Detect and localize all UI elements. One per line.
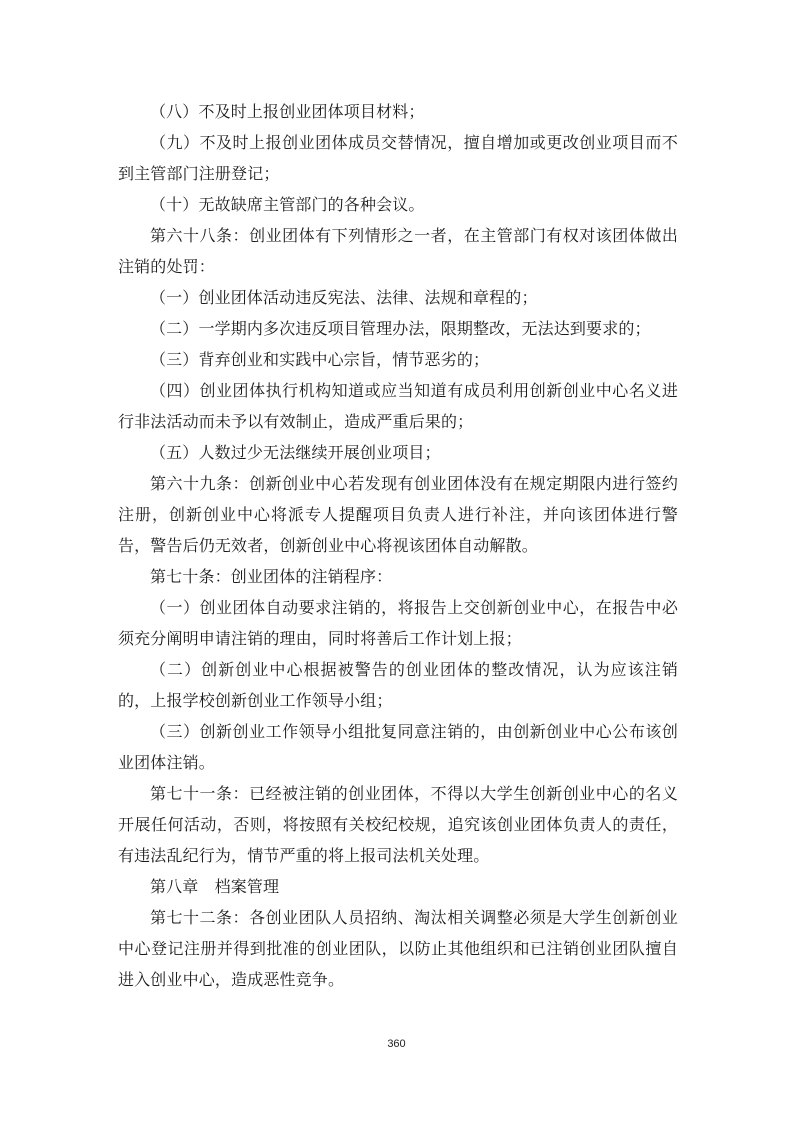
article-68-item-4: （四）创业团体执行机构知道或应当知道有成员利用创新创业中心名义进行非法活动而未予以有效制止，造成严重后果的； <box>118 381 678 431</box>
clause-9: （九）不及时上报创业团体成员交替情况，擅自增加或更改创业项目而不到主管部门注册登记； <box>118 133 678 183</box>
body-text <box>118 96 678 995</box>
article-68-item-2: （二）一学期内多次违反项目管理办法，限期整改，无法达到要求的； <box>150 319 651 338</box>
article-68: 第六十八条：创业团体有下列情形之一者，在主管部门有权对该团体做出注销的处罚： <box>118 226 678 276</box>
article-69: 第六十九条：创新创业中心若发现有创业团体没有在规定期限内进行签约注册，创新创业中心将派专人提醒项目负责人进行补注，并向该团体进行警告，警告后仍无效者，创新创业中心将视该团体自动解散。 <box>118 474 678 555</box>
clause-8: （八）不及时上报创业团体项目材料； <box>150 102 425 121</box>
article-72: 第七十二条：各创业团队人员招纳、淘汰相关调整必须是大学生创新创业中心登记注册并得到批准的创业团队，以防止其他组织和已注销创业团队擅自进入创业中心，造成恶性竞争。 <box>118 908 678 989</box>
article-68-item-5: （五）人数过少无法继续开展创业项目； <box>150 443 441 462</box>
article-68-item-1: （一）创业团体活动违反宪法、法律、法规和章程的； <box>150 288 538 307</box>
article-70-item-3: （三）创新创业工作领导小组批复同意注销的，由创新创业中心公布该创业团体注销。 <box>118 722 678 772</box>
page-number: 360 <box>387 1038 406 1050</box>
article-68-item-3: （三）背弃创业和实践中心宗旨，情节恶劣的； <box>150 350 490 369</box>
article-71: 第七十一条：已经被注销的创业团体，不得以大学生创新创业中心的名义开展任何活动，否则，将按照有关校纪校规，追究该创业团体负责人的责任，有违法乱纪行为，情节严重的将上报司法机关处理。 <box>118 784 678 865</box>
article-70-item-1: （一）创业团体自动要求注销的，将报告上交创新创业中心，在报告中必须充分阐明申请注销的理由，同时将善后工作计划上报； <box>118 598 678 648</box>
clause-10: （十）无故缺席主管部门的各种会议。 <box>150 195 425 214</box>
article-70: 第七十条：创业团体的注销程序： <box>150 567 393 586</box>
chapter-8-heading: 第八章 档案管理 <box>150 877 280 896</box>
article-70-item-2: （二）创新创业中心根据被警告的创业团体的整改情况，认为应该注销的，上报学校创新创业工作领导小组； <box>118 660 678 710</box>
